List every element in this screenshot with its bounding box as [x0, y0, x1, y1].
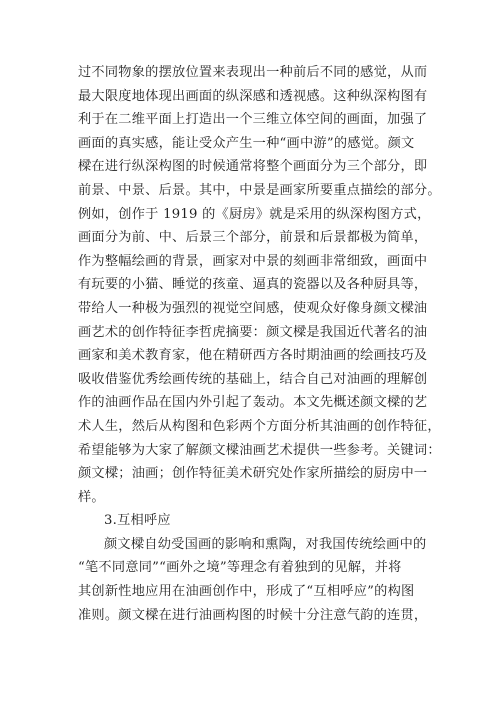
text-line: 颜文樑；油画；创作特征美术研究处作家所描绘的厨房中一 — [78, 466, 428, 482]
text-line: 术人生，然后从构图和色彩两个方面分析其油画的创作特征， — [78, 418, 441, 434]
text-line: 例如，创作于 1919 的《厨房》就是采用的纵深构图方式， — [78, 206, 431, 222]
text-line: 希望能够为大家了解颜文樑油画艺术提供一些参考。关键词： — [78, 442, 441, 458]
text-line: 前景、中景、后景。其中，中景是画家所要重点描绘的部分。 — [78, 182, 441, 198]
text-line: 颜文樑自幼受国画的影响和熏陶，对我国传统绘画中的 — [104, 536, 427, 552]
text-line: 画艺术的创作特征李哲虎摘要：颜文樑是我国近代著名的油 — [78, 324, 428, 340]
text-line: 过不同物象的摆放位置来表现出一种前后不同的感觉，从而 — [78, 65, 428, 80]
section-heading: 3.互相呼应 — [104, 513, 171, 529]
text-line: 画面的真实感，能让受众产生一种“画中游”的感觉。颜文 — [78, 135, 415, 151]
text-line: 画家和美术教育家，他在精研西方各时期油画的绘画技巧及 — [78, 348, 428, 364]
text-line: 利于在二维平面上打造出一个三维立体空间的画面，加强了 — [78, 112, 428, 128]
text-line: 作为整幅绘画的背景，画家对中景的刻画非常细致，画面中 — [78, 253, 428, 269]
text-line: 带给人一种极为强烈的视觉空间感，使观众好像身颜文樑油 — [78, 300, 428, 316]
text-line: 画面分为前、中、后景三个部分，前景和后景都极为简单， — [78, 230, 428, 246]
body-text — [78, 61, 441, 627]
text-line: 吸收借鉴优秀绘画传统的基础上，结合自己对油画的理解创 — [78, 371, 428, 387]
text-line: 有玩要的小猫、睡觉的孩童、逼真的瓷器以及各种厨具等， — [78, 277, 428, 293]
text-line: 准则。颜文樑在进行油画构图的时候十分注意气韵的连贯， — [78, 607, 428, 623]
text-line: 最大限度地体现出画面的纵深感和透视感。这种纵深构图有 — [78, 88, 428, 104]
text-line: 作的油画作品在国内外引起了轰动。本文先概述颜文樑的艺 — [78, 395, 428, 411]
text-line: 样。 — [78, 489, 105, 505]
text-line: 樑在进行纵深构图的时候通常将整个画面分为三个部分，即 — [78, 159, 428, 175]
text-line: 其创新性地应用在油画创作中，形成了“互相呼应”的构图 — [78, 584, 415, 600]
text-line: “笔不同意同”“画外之境”等理念有着独到的见解，并将 — [78, 560, 402, 576]
